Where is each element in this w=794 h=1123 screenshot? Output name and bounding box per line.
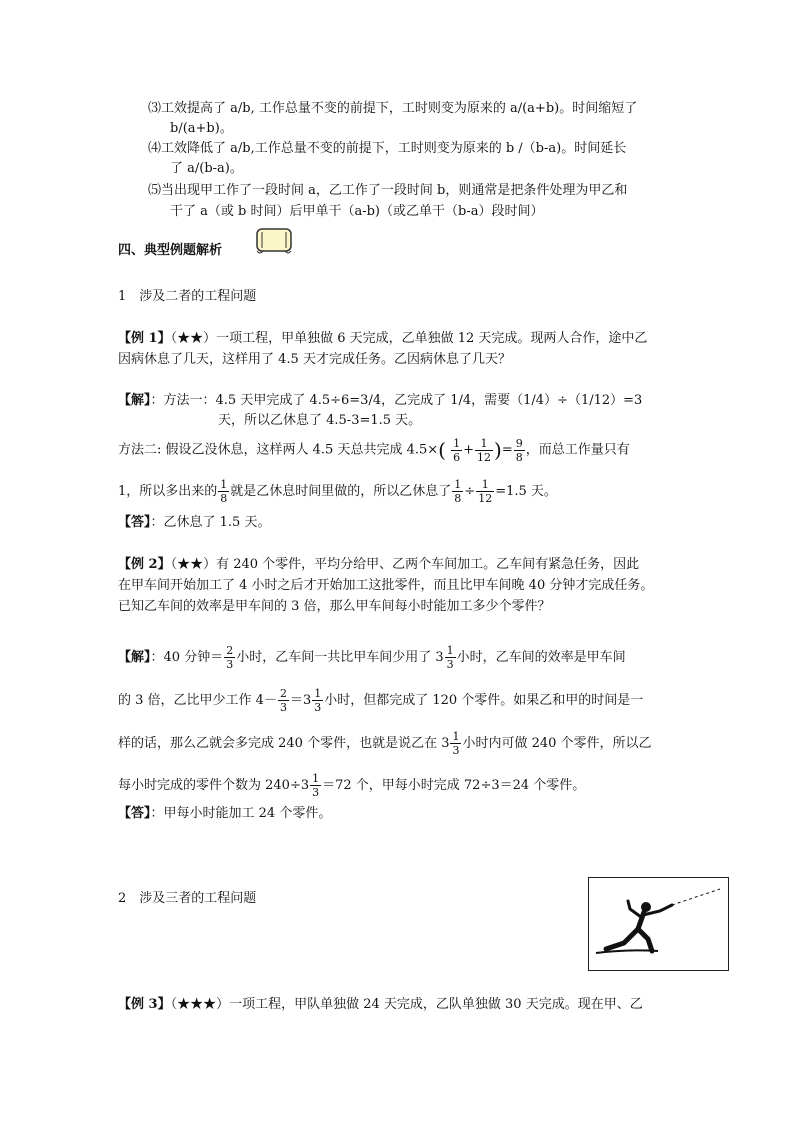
example-2-solution-line-2: [118, 681, 643, 721]
answer-text: ：乙休息了 1.5 天。: [150, 515, 271, 530]
example-3-question-1: 一项工程，甲队单独做 24 天完成，乙队单独做 30 天完成。现在甲、乙: [229, 997, 643, 1012]
answer-label: 【答】: [118, 515, 151, 530]
fraction-two-thirds: [224, 644, 235, 671]
example-3-line-1: [118, 996, 643, 1014]
fraction-one-eighth: [452, 478, 463, 505]
solution-text-g: 样的话，那么乙就会多完成 240 个零件，也就是说乙在 3: [118, 736, 450, 751]
subsection-2-heading: 2 涉及三者的工程问题: [118, 891, 257, 906]
example-2-label: 【例 2】: [118, 557, 171, 572]
example-2-solution-line-4: [118, 766, 585, 806]
example-2-question-1: 有 240 个零件，平均分给甲、乙两个车间加工。乙车间有紧急任务，因此: [216, 557, 640, 572]
numerator: 1: [475, 437, 493, 451]
paren-close: ): [494, 438, 502, 462]
numerator: 1: [454, 478, 462, 491]
solution-label: 【解】: [118, 393, 151, 408]
example-2-answer: [118, 805, 331, 823]
denominator: 3: [226, 658, 234, 671]
scroll-banner-icon: [254, 226, 294, 256]
solution-label: 【解】: [118, 650, 151, 665]
section-heading: 四、典型例题解析: [118, 243, 223, 258]
numerator: 9: [515, 436, 523, 450]
fraction-one-third: [445, 644, 456, 671]
denominator: 12: [477, 450, 492, 464]
fraction-one-third: [312, 687, 323, 714]
equals-sign: =: [501, 442, 513, 458]
solution-text-j: ＝72 个，甲每小时完成 72÷3＝24 个零件。: [322, 778, 586, 793]
example-2-stars: （★★）: [170, 557, 217, 572]
numerator: 2: [226, 644, 234, 657]
fraction-one-third: [310, 772, 321, 799]
example-1-label: 【例 1】: [118, 331, 171, 346]
denominator: 3: [314, 701, 322, 714]
solution-text-h: 小时内可做 240 个零件，所以乙: [462, 736, 652, 751]
denominator: 3: [446, 658, 454, 671]
tip-4-line-2: 了 a/(b-a)。: [170, 161, 243, 176]
tip-5-line-1: ⑸当出现甲工作了一段时间 a，乙工作了一段时间 b，则通常是把条件处理为甲乙和: [148, 183, 628, 198]
example-1-method-2-line-1: [118, 432, 630, 469]
example-1-method-1-line-2: 天，所以乙休息了 4.5-3=1.5 天。: [218, 413, 422, 428]
method-2-text-e: =1.5 天。: [495, 484, 557, 499]
denominator: 6: [453, 450, 461, 464]
solution-text-e: ＝3: [289, 693, 312, 708]
numerator: 1: [312, 772, 320, 785]
method-2-text-a: 方法二: 假设乙没休息，这样两人 4.5 天总共完成 4.5×: [118, 442, 439, 458]
fraction-one-eighth: [218, 478, 229, 505]
solution-text-a: ：40 分钟＝: [150, 650, 224, 665]
numerator: 1: [220, 478, 228, 491]
fencer-clipart: [588, 877, 729, 971]
fraction-one-sixth: [451, 437, 462, 464]
example-2-solution-line-3: [118, 724, 652, 764]
fraction-one-twelfth: [476, 478, 494, 505]
paren-open: (: [438, 438, 446, 462]
subsection-1-heading: 1 涉及二者的工程问题: [118, 289, 257, 304]
example-1-stars: （★★）: [170, 331, 217, 346]
tip-3-line-1: ⑶工效提高了 a/b, 工作总量不变的前提下，工时则变为原来的 a/(a+b)。时间缩短了: [148, 101, 638, 116]
denominator: 12: [478, 492, 493, 505]
example-2-solution-line-1: [118, 638, 626, 678]
numerator: 2: [279, 687, 287, 700]
solution-text-b: 小时，乙车间一共比甲车间少用了 3: [236, 650, 444, 665]
denominator: 3: [312, 786, 320, 799]
denominator: 8: [515, 450, 523, 464]
tip-3-line-2: b/(a+b)。: [170, 121, 233, 136]
method-1-text: ：方法一：4.5 天甲完成了 4.5÷6=3/4，乙完成了 1/4，需要（1/4）÷（1/12）=3: [150, 393, 643, 408]
example-1-method-1-line-1: [118, 392, 642, 410]
numerator: 1: [476, 478, 494, 492]
example-3-label: 【例 3】: [118, 997, 171, 1012]
answer-text: ：甲每小时能加工 24 个零件。: [150, 806, 332, 821]
solution-text-d: 的 3 倍，乙比甲少工作 4－: [118, 693, 277, 708]
method-2-text-b: ，而总工作量只有: [525, 442, 630, 458]
numerator: 1: [446, 644, 454, 657]
example-1-method-2-line-2: [118, 474, 557, 510]
example-1-question-2: 因病休息了几天，这样用了 4.5 天才完成任务。乙因病休息了几天？: [118, 352, 511, 367]
example-2-question-2: 在甲车间开始加工了 4 小时之后才开始加工这批零件，而且比甲车间晚 40 分钟才完成任务。: [118, 578, 654, 593]
fraction-one-third: [450, 730, 461, 757]
example-3-stars: （★★★）: [170, 997, 230, 1012]
denominator: 8: [220, 492, 228, 505]
denominator: 8: [454, 492, 462, 505]
solution-text-c: 小时，乙车间的效率是甲车间: [456, 650, 626, 665]
example-1-line-1: [118, 330, 647, 348]
tip-5-line-2: 干了 a（或 b 时间）后甲单干（a-b)（或乙单干（b-a）段时间）: [170, 204, 544, 219]
example-2-line-1: [118, 556, 639, 574]
fraction-nine-eighths: [514, 437, 525, 464]
fraction-one-twelfth: [475, 437, 493, 464]
method-2-text-c: 1，所以多出来的: [118, 484, 218, 499]
answer-label: 【答】: [118, 806, 151, 821]
method-2-text-d: 就是乙休息时间里做的，所以乙休息了: [230, 484, 452, 499]
divide-sign: ÷: [464, 484, 476, 499]
plus-sign: +: [463, 442, 475, 458]
denominator: 3: [452, 744, 460, 757]
fraction-two-thirds: [278, 687, 289, 714]
numerator: 1: [314, 687, 322, 700]
example-2-question-3: 已知乙车间的效率是甲车间的 3 倍，那么甲车间每小时能加工多少个零件？: [118, 599, 551, 614]
example-1-question-1: 一项工程，甲单独做 6 天完成，乙单独做 12 天完成。现两人合作，途中乙: [216, 331, 648, 346]
numerator: 1: [453, 436, 461, 450]
tip-4-line-1: ⑷工效降低了 a/b,工作总量不变的前提下，工时则变为原来的 b /（b-a)。时间延长: [148, 141, 627, 156]
solution-text-i: 每小时完成的零件个数为 240÷3: [118, 778, 310, 793]
numerator: 1: [452, 730, 460, 743]
example-1-answer: [118, 514, 270, 532]
solution-text-f: 小时，但都完成了 120 个零件。如果乙和甲的时间是一: [324, 693, 644, 708]
denominator: 3: [279, 701, 287, 714]
